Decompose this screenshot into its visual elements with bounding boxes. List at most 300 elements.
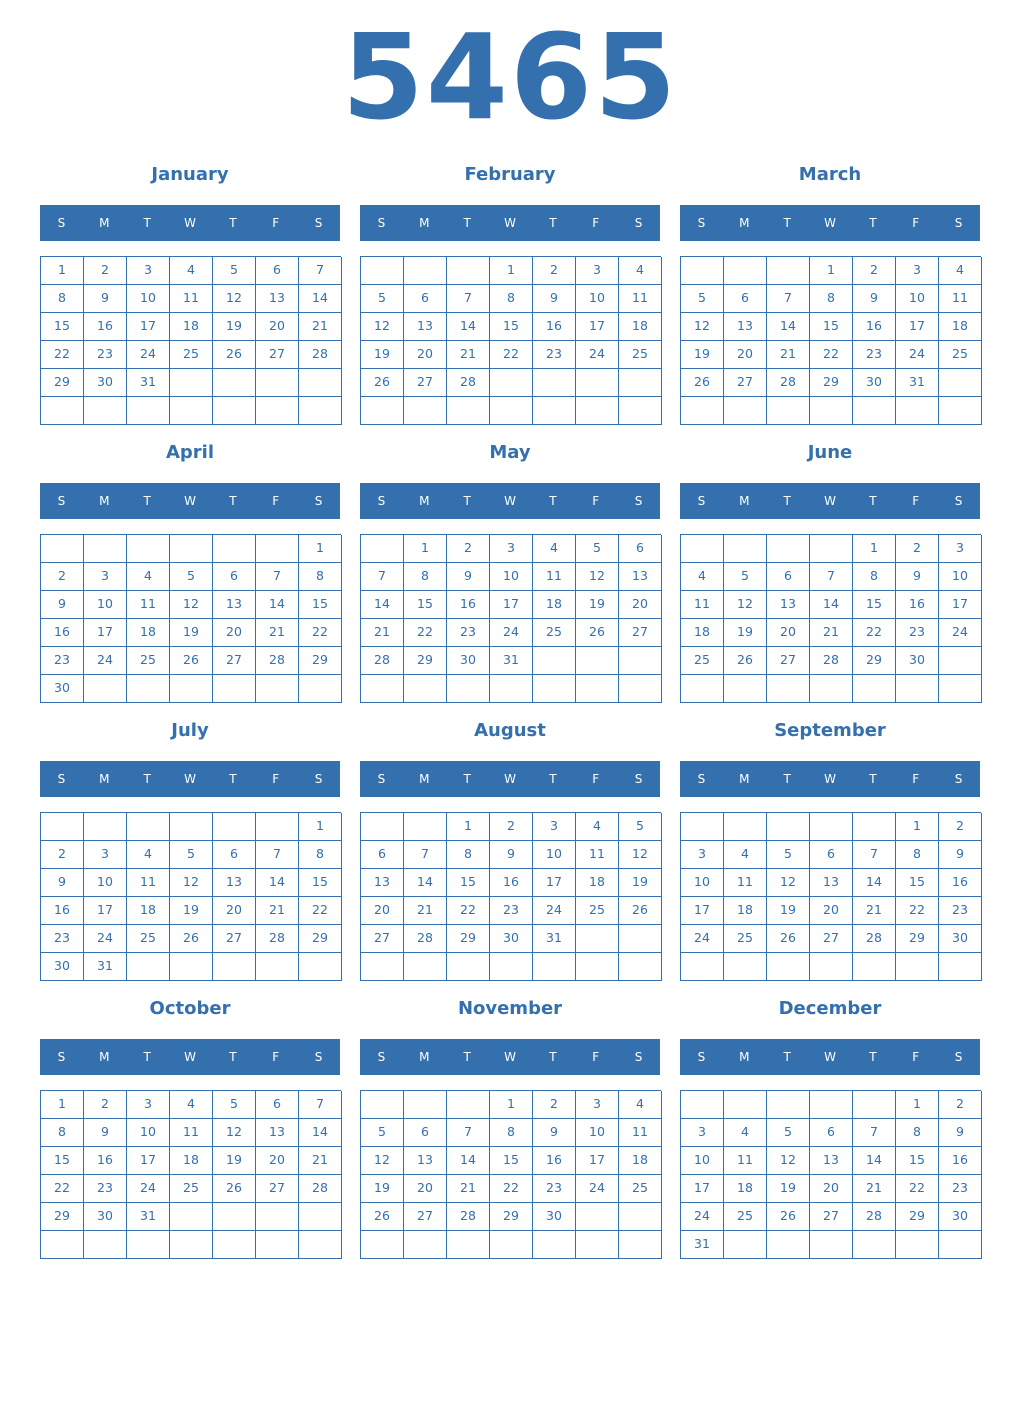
day-cell: 13 [256, 1119, 299, 1147]
day-cell: 16 [41, 619, 84, 647]
day-cell: 9 [490, 841, 533, 869]
weekday-label: M [739, 494, 750, 508]
weekday-label: T [463, 494, 471, 508]
day-cell: 6 [256, 257, 299, 285]
weekday-header [360, 483, 660, 519]
day-cell: 10 [681, 1147, 724, 1175]
empty-day-cell [127, 1231, 170, 1259]
day-cell: 30 [41, 953, 84, 981]
day-cell: 20 [256, 1147, 299, 1175]
day-cell: 29 [896, 925, 939, 953]
day-cell: 25 [619, 341, 662, 369]
weekday-label: F [912, 494, 920, 508]
empty-day-cell [170, 1203, 213, 1231]
day-cell: 9 [41, 591, 84, 619]
day-cell: 19 [619, 869, 662, 897]
day-cell: 3 [84, 841, 127, 869]
empty-day-cell [724, 257, 767, 285]
day-cell: 14 [404, 869, 447, 897]
day-cell: 17 [939, 591, 982, 619]
day-cell: 22 [490, 341, 533, 369]
weekday-label: W [824, 772, 836, 786]
day-grid [680, 256, 981, 425]
day-cell: 20 [361, 897, 404, 925]
empty-day-cell [681, 257, 724, 285]
day-cell: 7 [256, 563, 299, 591]
empty-day-cell [619, 369, 662, 397]
day-cell: 15 [299, 869, 342, 897]
empty-day-cell [576, 397, 619, 425]
day-cell: 11 [939, 285, 982, 313]
day-cell: 9 [41, 869, 84, 897]
empty-day-cell [84, 1231, 127, 1259]
empty-day-cell [447, 397, 490, 425]
day-cell: 11 [724, 1147, 767, 1175]
weekday-label: T [869, 216, 877, 230]
day-cell: 22 [810, 341, 853, 369]
day-cell: 5 [213, 1091, 256, 1119]
day-cell: 3 [681, 1119, 724, 1147]
empty-day-cell [213, 535, 256, 563]
day-cell: 13 [213, 869, 256, 897]
day-cell: 18 [939, 313, 982, 341]
day-cell: 10 [533, 841, 576, 869]
day-cell: 14 [447, 1147, 490, 1175]
day-cell: 14 [767, 313, 810, 341]
day-cell: 5 [619, 813, 662, 841]
day-cell: 16 [490, 869, 533, 897]
empty-day-cell [361, 1231, 404, 1259]
day-cell: 3 [127, 257, 170, 285]
weekday-label: T [783, 772, 791, 786]
day-cell: 20 [724, 341, 767, 369]
month-name: September [774, 720, 886, 741]
weekday-label: S [697, 216, 706, 230]
day-cell: 4 [724, 841, 767, 869]
weekday-label: F [912, 772, 920, 786]
empty-day-cell [619, 1203, 662, 1231]
day-cell: 26 [361, 369, 404, 397]
day-cell: 27 [724, 369, 767, 397]
empty-day-cell [213, 813, 256, 841]
day-cell: 13 [767, 591, 810, 619]
day-cell: 19 [767, 897, 810, 925]
day-cell: 28 [853, 925, 896, 953]
empty-day-cell [619, 1231, 662, 1259]
weekday-label: S [377, 216, 386, 230]
day-cell: 22 [41, 341, 84, 369]
day-cell: 13 [213, 591, 256, 619]
day-cell: 9 [533, 1119, 576, 1147]
month-october [40, 994, 340, 1264]
day-cell: 21 [404, 897, 447, 925]
weekday-label: S [57, 216, 66, 230]
empty-day-cell [361, 397, 404, 425]
day-cell: 14 [447, 313, 490, 341]
day-grid [40, 1090, 341, 1259]
empty-day-cell [810, 953, 853, 981]
day-cell: 13 [619, 563, 662, 591]
weekday-label: S [697, 772, 706, 786]
empty-day-cell [213, 1203, 256, 1231]
weekday-label: T [783, 216, 791, 230]
month-february [360, 160, 660, 430]
day-cell: 13 [810, 869, 853, 897]
day-cell: 25 [127, 647, 170, 675]
day-cell: 16 [447, 591, 490, 619]
day-cell: 22 [41, 1175, 84, 1203]
day-cell: 11 [619, 1119, 662, 1147]
day-cell: 20 [404, 341, 447, 369]
day-cell: 25 [533, 619, 576, 647]
day-cell: 19 [681, 341, 724, 369]
day-cell: 24 [490, 619, 533, 647]
empty-day-cell [533, 675, 576, 703]
weekday-label: T [549, 1050, 557, 1064]
empty-day-cell [213, 675, 256, 703]
day-cell: 1 [447, 813, 490, 841]
day-cell: 18 [170, 1147, 213, 1175]
day-cell: 21 [447, 1175, 490, 1203]
weekday-label: S [634, 1050, 643, 1064]
day-cell: 15 [490, 1147, 533, 1175]
empty-day-cell [853, 813, 896, 841]
day-cell: 29 [447, 925, 490, 953]
empty-day-cell [299, 953, 342, 981]
empty-day-cell [490, 1231, 533, 1259]
weekday-label: T [463, 1050, 471, 1064]
day-cell: 28 [256, 925, 299, 953]
day-cell: 9 [853, 285, 896, 313]
day-cell: 26 [170, 925, 213, 953]
day-cell: 31 [127, 369, 170, 397]
day-cell: 23 [84, 1175, 127, 1203]
day-cell: 12 [576, 563, 619, 591]
weekday-label: M [739, 772, 750, 786]
day-cell: 18 [127, 619, 170, 647]
day-cell: 29 [299, 647, 342, 675]
day-cell: 27 [256, 341, 299, 369]
day-cell: 7 [853, 1119, 896, 1147]
day-cell: 22 [404, 619, 447, 647]
day-cell: 19 [361, 1175, 404, 1203]
day-cell: 9 [533, 285, 576, 313]
day-cell: 6 [404, 1119, 447, 1147]
empty-day-cell [127, 675, 170, 703]
weekday-label: M [99, 494, 110, 508]
weekday-label: W [824, 216, 836, 230]
empty-day-cell [41, 813, 84, 841]
day-cell: 29 [404, 647, 447, 675]
day-cell: 27 [213, 925, 256, 953]
day-cell: 31 [896, 369, 939, 397]
month-january [40, 160, 340, 430]
day-cell: 10 [576, 1119, 619, 1147]
empty-day-cell [213, 369, 256, 397]
day-cell: 2 [490, 813, 533, 841]
weekday-label: T [143, 1050, 151, 1064]
empty-day-cell [299, 1203, 342, 1231]
empty-day-cell [767, 1231, 810, 1259]
weekday-label: F [592, 494, 600, 508]
empty-day-cell [681, 675, 724, 703]
weekday-label: T [229, 772, 237, 786]
empty-day-cell [256, 675, 299, 703]
day-cell: 6 [256, 1091, 299, 1119]
day-cell: 30 [853, 369, 896, 397]
year-title: 5465 [341, 8, 679, 146]
day-cell: 17 [896, 313, 939, 341]
empty-day-cell [533, 953, 576, 981]
day-grid [360, 534, 661, 703]
empty-day-cell [681, 1091, 724, 1119]
day-cell: 4 [170, 1091, 213, 1119]
day-cell: 27 [619, 619, 662, 647]
day-cell: 17 [533, 869, 576, 897]
weekday-label: F [592, 216, 600, 230]
empty-day-cell [681, 535, 724, 563]
day-cell: 27 [404, 369, 447, 397]
empty-day-cell [533, 1231, 576, 1259]
empty-day-cell [810, 1231, 853, 1259]
day-cell: 3 [896, 257, 939, 285]
day-cell: 3 [127, 1091, 170, 1119]
day-cell: 19 [767, 1175, 810, 1203]
day-cell: 15 [896, 869, 939, 897]
empty-day-cell [256, 1203, 299, 1231]
empty-day-cell [939, 953, 982, 981]
weekday-label: M [99, 772, 110, 786]
day-cell: 10 [576, 285, 619, 313]
day-cell: 15 [896, 1147, 939, 1175]
day-cell: 17 [576, 1147, 619, 1175]
weekday-label: T [229, 494, 237, 508]
day-cell: 5 [170, 841, 213, 869]
empty-day-cell [84, 675, 127, 703]
day-cell: 4 [619, 1091, 662, 1119]
month-june [680, 438, 980, 708]
empty-day-cell [490, 675, 533, 703]
weekday-label: M [419, 494, 430, 508]
day-cell: 24 [681, 925, 724, 953]
empty-day-cell [810, 813, 853, 841]
day-cell: 28 [404, 925, 447, 953]
day-cell: 7 [447, 285, 490, 313]
empty-day-cell [256, 535, 299, 563]
weekday-label: F [912, 216, 920, 230]
month-name: July [171, 720, 209, 741]
empty-day-cell [447, 675, 490, 703]
weekday-label: F [592, 772, 600, 786]
day-cell: 4 [724, 1119, 767, 1147]
day-cell: 18 [724, 897, 767, 925]
month-march [680, 160, 980, 430]
day-cell: 27 [810, 1203, 853, 1231]
weekday-label: S [634, 772, 643, 786]
day-cell: 11 [681, 591, 724, 619]
empty-day-cell [724, 675, 767, 703]
weekday-header [40, 1039, 340, 1075]
weekday-label: T [549, 494, 557, 508]
empty-day-cell [767, 953, 810, 981]
weekday-header [680, 1039, 980, 1075]
weekday-header [680, 205, 980, 241]
weekday-label: F [272, 216, 280, 230]
day-cell: 29 [896, 1203, 939, 1231]
weekday-label: T [143, 494, 151, 508]
day-grid [360, 1090, 661, 1259]
day-cell: 31 [127, 1203, 170, 1231]
day-cell: 19 [213, 313, 256, 341]
day-cell: 28 [361, 647, 404, 675]
empty-day-cell [619, 397, 662, 425]
empty-day-cell [896, 1231, 939, 1259]
day-cell: 26 [361, 1203, 404, 1231]
day-cell: 16 [533, 1147, 576, 1175]
weekday-label: W [184, 772, 196, 786]
day-cell: 5 [576, 535, 619, 563]
day-cell: 12 [681, 313, 724, 341]
day-cell: 24 [127, 341, 170, 369]
day-cell: 11 [127, 869, 170, 897]
empty-day-cell [447, 1091, 490, 1119]
day-cell: 9 [84, 1119, 127, 1147]
empty-day-cell [41, 1231, 84, 1259]
empty-day-cell [84, 813, 127, 841]
day-cell: 8 [404, 563, 447, 591]
empty-day-cell [939, 369, 982, 397]
day-cell: 17 [84, 619, 127, 647]
day-cell: 28 [810, 647, 853, 675]
day-cell: 16 [939, 869, 982, 897]
weekday-label: M [99, 216, 110, 230]
day-cell: 2 [84, 1091, 127, 1119]
day-cell: 29 [853, 647, 896, 675]
day-cell: 13 [404, 1147, 447, 1175]
day-cell: 28 [256, 647, 299, 675]
empty-day-cell [170, 953, 213, 981]
day-cell: 28 [299, 1175, 342, 1203]
weekday-label: M [739, 216, 750, 230]
weekday-label: T [229, 216, 237, 230]
day-cell: 23 [853, 341, 896, 369]
day-cell: 6 [724, 285, 767, 313]
day-grid [680, 1090, 981, 1259]
day-cell: 5 [213, 257, 256, 285]
day-cell: 14 [853, 869, 896, 897]
empty-day-cell [767, 675, 810, 703]
empty-day-cell [299, 675, 342, 703]
day-cell: 11 [576, 841, 619, 869]
day-grid [40, 256, 341, 425]
empty-day-cell [213, 397, 256, 425]
weekday-header [360, 205, 660, 241]
empty-day-cell [681, 813, 724, 841]
day-cell: 5 [681, 285, 724, 313]
weekday-label: T [869, 494, 877, 508]
day-cell: 3 [576, 257, 619, 285]
empty-day-cell [576, 675, 619, 703]
day-cell: 2 [533, 1091, 576, 1119]
weekday-label: S [314, 1050, 323, 1064]
month-name: August [474, 720, 546, 741]
day-cell: 13 [810, 1147, 853, 1175]
day-cell: 1 [41, 257, 84, 285]
day-cell: 12 [213, 1119, 256, 1147]
day-cell: 22 [299, 619, 342, 647]
day-cell: 26 [170, 647, 213, 675]
day-cell: 1 [299, 813, 342, 841]
day-cell: 16 [84, 1147, 127, 1175]
month-name: April [165, 442, 215, 463]
empty-day-cell [853, 1231, 896, 1259]
day-cell: 24 [576, 341, 619, 369]
day-cell: 31 [490, 647, 533, 675]
day-cell: 15 [447, 869, 490, 897]
day-cell: 26 [724, 647, 767, 675]
day-cell: 3 [490, 535, 533, 563]
weekday-label: S [697, 494, 706, 508]
day-cell: 1 [41, 1091, 84, 1119]
day-cell: 5 [767, 1119, 810, 1147]
weekday-label: S [377, 772, 386, 786]
day-cell: 12 [361, 313, 404, 341]
day-cell: 25 [681, 647, 724, 675]
day-cell: 4 [533, 535, 576, 563]
day-cell: 29 [41, 1203, 84, 1231]
weekday-label: S [57, 1050, 66, 1064]
day-cell: 13 [361, 869, 404, 897]
month-name: November [457, 998, 563, 1019]
day-cell: 18 [533, 591, 576, 619]
day-cell: 7 [256, 841, 299, 869]
weekday-label: S [954, 494, 963, 508]
day-cell: 6 [213, 563, 256, 591]
empty-day-cell [170, 1231, 213, 1259]
day-cell: 18 [724, 1175, 767, 1203]
empty-day-cell [361, 535, 404, 563]
day-cell: 14 [299, 285, 342, 313]
day-cell: 23 [84, 341, 127, 369]
day-cell: 7 [361, 563, 404, 591]
day-cell: 26 [767, 1203, 810, 1231]
day-cell: 2 [84, 257, 127, 285]
weekday-label: W [504, 772, 516, 786]
day-cell: 27 [256, 1175, 299, 1203]
day-cell: 28 [299, 341, 342, 369]
day-cell: 27 [213, 647, 256, 675]
day-cell: 9 [84, 285, 127, 313]
weekday-label: S [314, 216, 323, 230]
day-cell: 26 [213, 1175, 256, 1203]
empty-day-cell [576, 1203, 619, 1231]
day-cell: 7 [299, 257, 342, 285]
day-cell: 12 [724, 591, 767, 619]
day-cell: 8 [299, 841, 342, 869]
day-cell: 8 [41, 1119, 84, 1147]
day-cell: 20 [404, 1175, 447, 1203]
day-cell: 22 [447, 897, 490, 925]
day-cell: 15 [404, 591, 447, 619]
empty-day-cell [361, 1091, 404, 1119]
day-cell: 26 [576, 619, 619, 647]
day-cell: 27 [767, 647, 810, 675]
month-july [40, 716, 340, 986]
day-cell: 1 [896, 813, 939, 841]
day-cell: 30 [490, 925, 533, 953]
day-cell: 15 [299, 591, 342, 619]
day-cell: 8 [490, 285, 533, 313]
